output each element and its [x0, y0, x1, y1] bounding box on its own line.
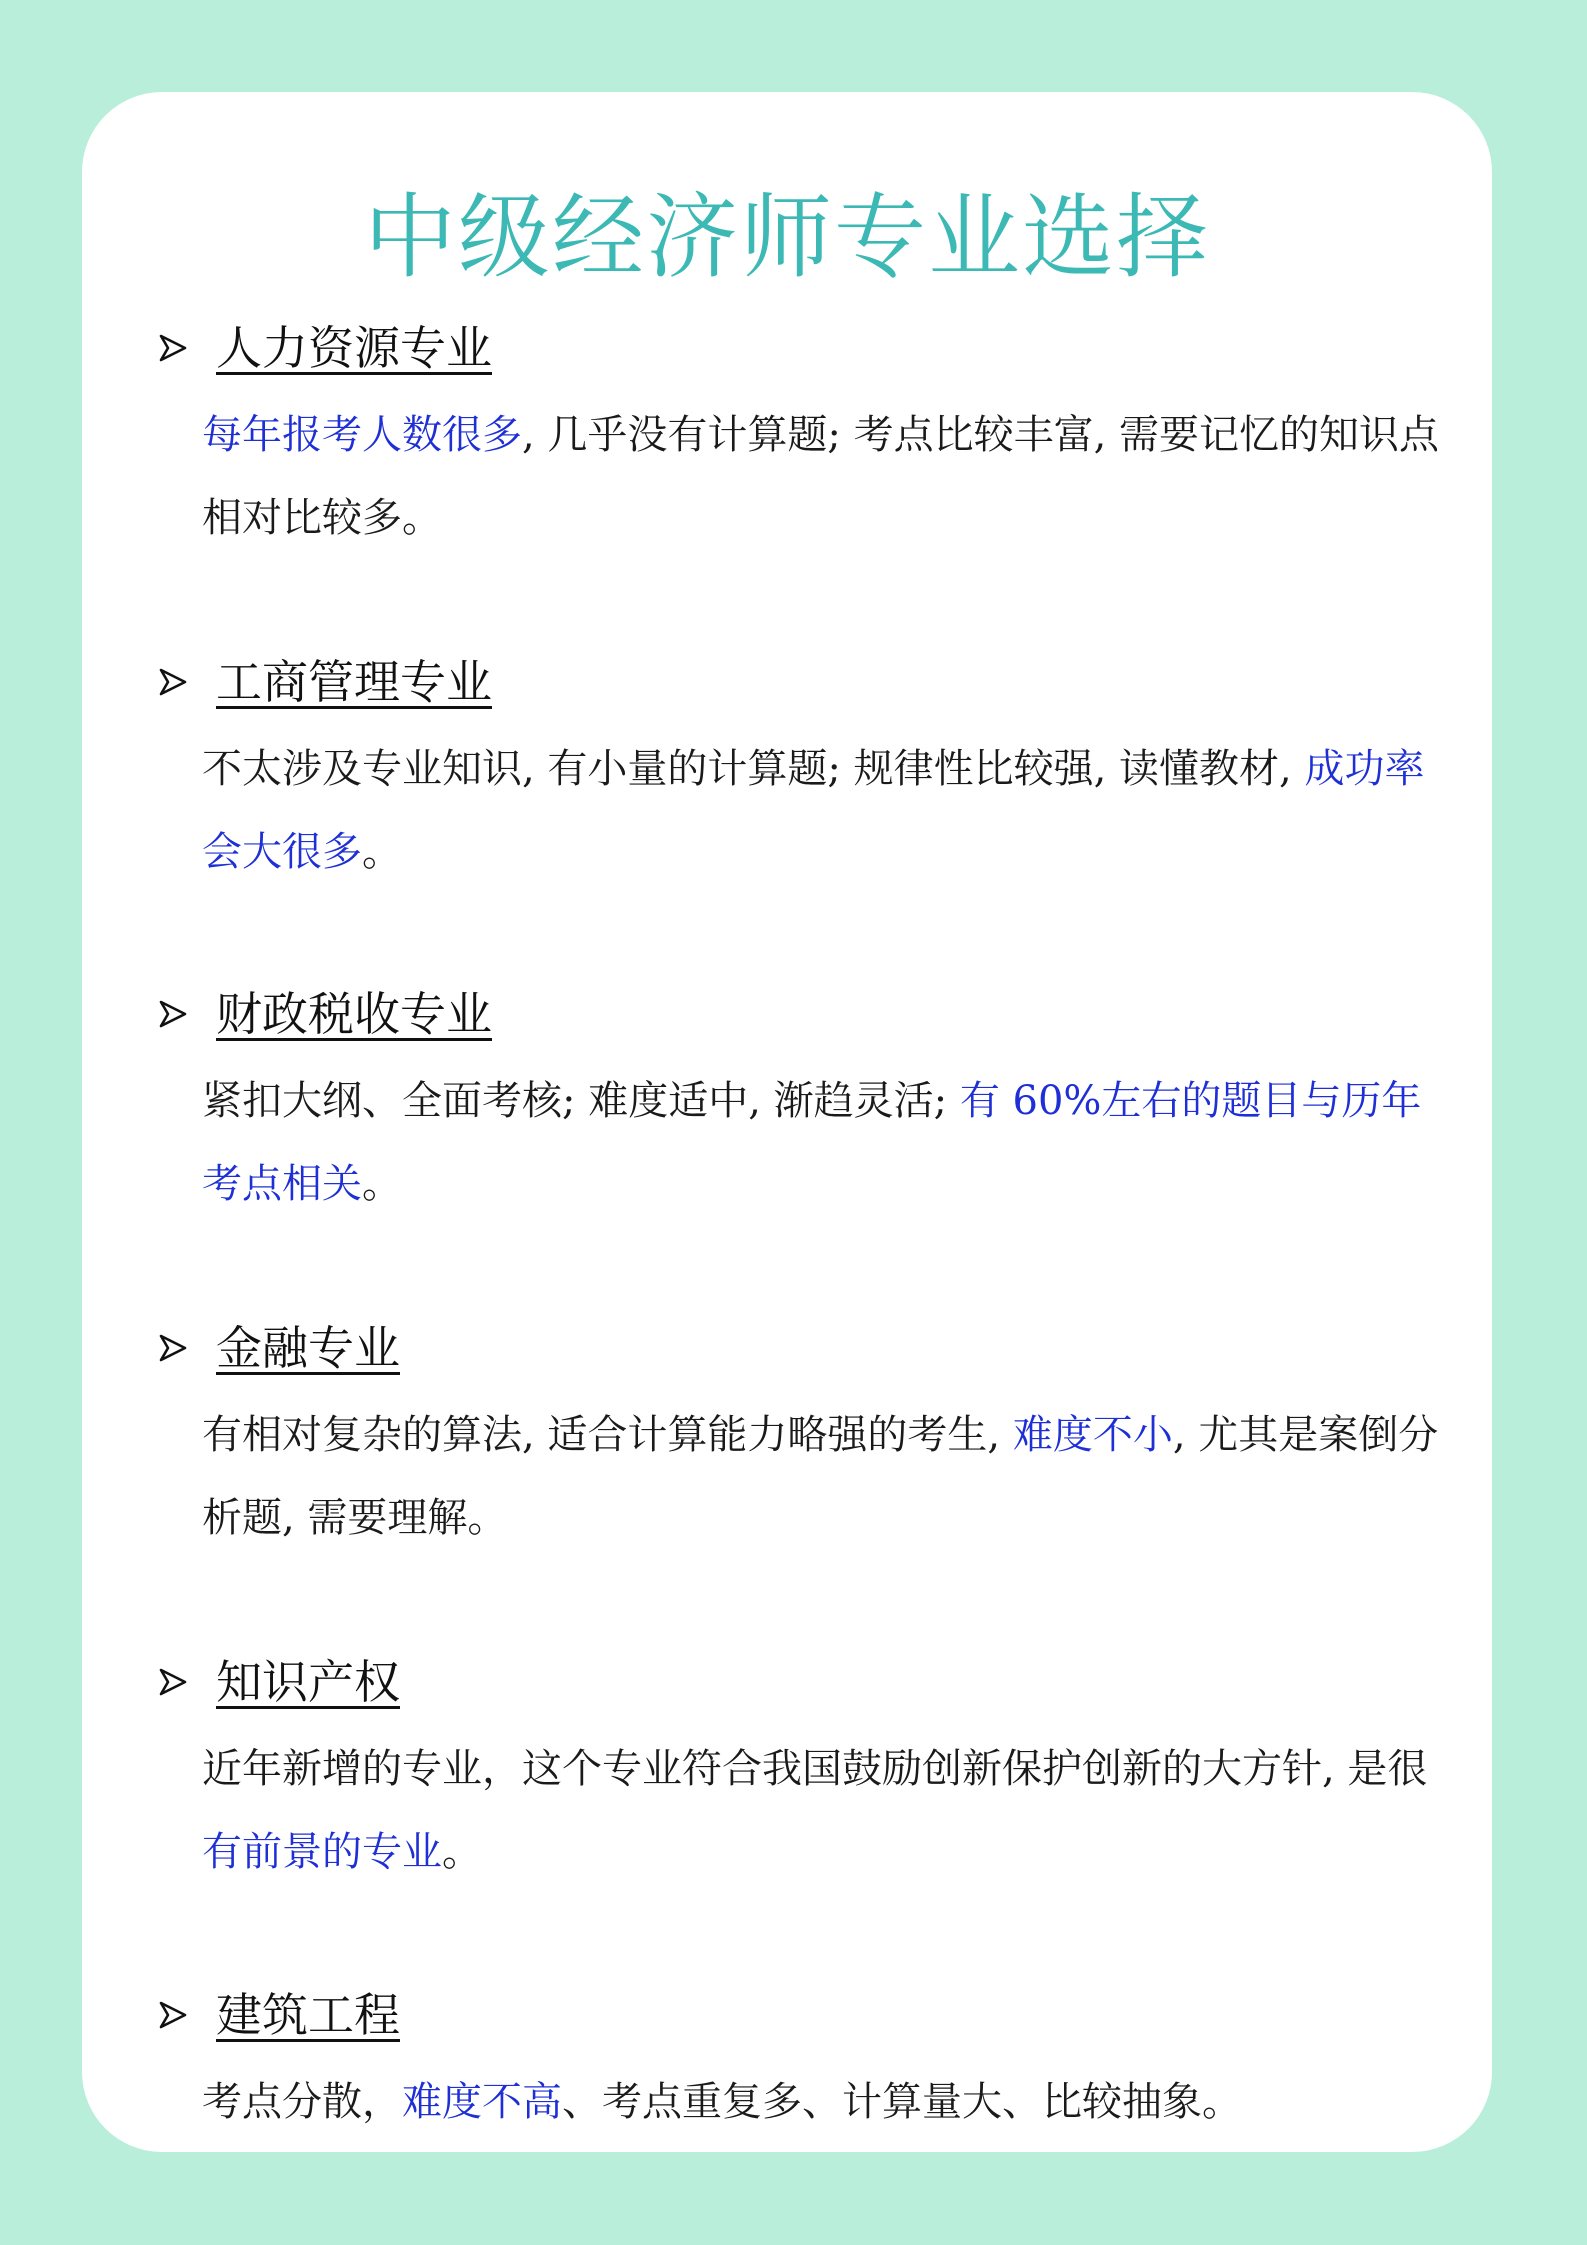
section-heading-text: 知识产权 — [216, 1655, 400, 1709]
section-3 — [158, 984, 1448, 1226]
section-5 — [158, 1652, 1448, 1894]
section-body — [202, 1060, 1442, 1226]
section-6 — [158, 1985, 1448, 2144]
body-text: 。 — [362, 829, 402, 875]
arrowhead-bullet-icon — [158, 999, 216, 1029]
section-4 — [158, 1318, 1448, 1560]
section-heading — [158, 652, 1448, 712]
section-heading-text: 建筑工程 — [216, 1988, 400, 2042]
page-title: 中级经济师专业选择 — [363, 184, 1210, 291]
section-heading — [158, 1318, 1448, 1378]
body-text: 。 — [442, 1829, 482, 1875]
body-text: , 尤其是案倒分析题, 需要理解。 — [202, 1412, 1439, 1541]
highlighted-text: 难度不高 — [402, 2079, 562, 2125]
section-body — [202, 394, 1442, 560]
arrowhead-bullet-icon — [158, 2000, 216, 2030]
highlighted-text: 每年报考人数很多 — [202, 412, 522, 458]
arrowhead-bullet-icon — [158, 1667, 216, 1697]
section-heading-text: 财政税收专业 — [216, 987, 492, 1041]
section-heading-text: 工商管理专业 — [216, 655, 492, 709]
section-body — [202, 728, 1442, 894]
body-text: 、考点重复多、计算量大、比较抽象。 — [562, 2079, 1242, 2125]
body-text: 紧扣大纲、全面考核; 难度适中, 渐趋灵活; — [202, 1078, 960, 1124]
section-heading — [158, 318, 1448, 378]
arrowhead-bullet-icon — [158, 1333, 216, 1363]
section-2 — [158, 652, 1448, 894]
section-body — [202, 1394, 1442, 1560]
section-heading-text: 金融专业 — [216, 1321, 400, 1375]
section-heading — [158, 1985, 1448, 2045]
body-text: , 几乎没有计算题; 考点比较丰富, 需要记忆的知识点相对比较多。 — [202, 412, 1440, 541]
arrowhead-bullet-icon — [158, 667, 216, 697]
body-text: 有相对复杂的算法, 适合计算能力略强的考生, — [202, 1412, 1013, 1458]
highlighted-text: 有 60%左右的题目与历年考点相关 — [202, 1078, 1422, 1207]
body-text: 不太涉及专业知识, 有小量的计算题; 规律性比较强, 读懂教材, — [202, 746, 1305, 792]
highlighted-text: 成功率会大很多 — [202, 746, 1425, 875]
body-text: 。 — [362, 1161, 402, 1207]
arrowhead-bullet-icon — [158, 333, 216, 363]
body-text: 考点分散， — [202, 2079, 402, 2125]
section-heading-text: 人力资源专业 — [216, 321, 492, 375]
section-body — [202, 1728, 1442, 1894]
section-heading — [158, 1652, 1448, 1712]
highlighted-text: 有前景的专业 — [202, 1829, 442, 1875]
body-text: 近年新增的专业，这个专业符合我国鼓励创新保护创新的大方针, 是很 — [202, 1746, 1428, 1792]
highlighted-text: 难度不小 — [1012, 1412, 1173, 1458]
section-1 — [158, 318, 1448, 560]
section-body — [202, 2061, 1442, 2144]
section-heading — [158, 984, 1448, 1044]
